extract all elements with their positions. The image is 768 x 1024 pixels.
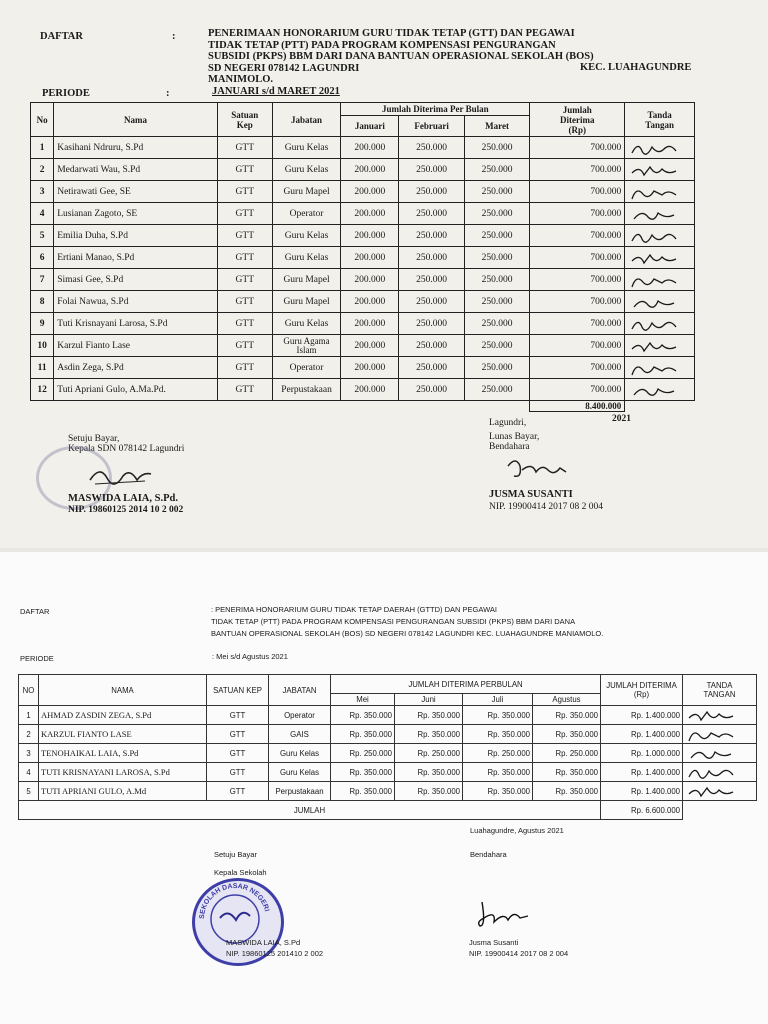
principal-nip: NIP. 19860125 2014 10 2 002 [68,505,184,515]
cell-nama: TUTI APRIANI GULO, A.Md [39,782,207,801]
signature-image [685,782,754,800]
cell-juli: Rp. 350.000 [463,725,533,744]
signature-cell [683,725,757,744]
cell-juni: Rp. 350.000 [395,782,463,801]
cell-satuan: GTT [217,291,272,313]
cell-agustus: Rp. 350.000 [533,725,601,744]
cell-januari: 200.000 [341,269,399,291]
signature-image [502,454,572,484]
treasurer-nip: NIP. 19900414 2017 08 2 004 [489,502,604,512]
signature-cell [625,335,695,357]
cell-juni: Rp. 250.000 [395,744,463,763]
cell-jabatan: GAIS [269,725,331,744]
table-row [31,181,695,203]
signature-cell [625,247,695,269]
signature-image [628,337,691,355]
cell-no: 3 [19,744,39,763]
cell-nama: Ertiani Manao, S.Pd [54,247,218,269]
table-row [19,763,757,782]
cell-jabatan: Guru Mapel [272,181,341,203]
cell-no: 10 [31,335,54,357]
cell-februari: 250.000 [399,247,464,269]
cell-satuan: GTT [217,137,272,159]
cell-nama: Folai Nawua, S.Pd [54,291,218,313]
approval-line: Setuju Bayar [214,850,257,859]
title-block [211,604,603,640]
title-line: TIDAK TETAP (PTT) PADA PROGRAM KOMPENSASI PENGURANGAN SUBSIDI (PKPS) BBM DARI DANA [211,617,576,626]
cell-februari: 250.000 [399,159,464,181]
table-row [31,335,695,357]
table-row [19,782,757,801]
cell-januari: 200.000 [341,203,399,225]
cell-agustus: Rp. 250.000 [533,744,601,763]
cell-jabatan: Operator [272,203,341,225]
cell-nama: TENOHAIKAL LAIA, S.Pd [39,744,207,763]
header-text: Satuan [231,109,259,120]
col-no-header: No [31,103,54,137]
cell-no: 8 [31,291,54,313]
cell-no: 4 [19,763,39,782]
approval-block-right [489,432,539,452]
cell-januari: 200.000 [341,181,399,203]
header-text: Tanda [647,109,672,120]
cell-januari: 200.000 [341,137,399,159]
cell-total: Rp. 1.400.000 [601,763,683,782]
table-row [19,706,757,725]
cell-januari: 200.000 [341,291,399,313]
header-text: (Rp) [568,124,587,135]
cell-februari: 250.000 [399,137,464,159]
approval-line: Bendahara [470,850,507,859]
title-line: MANIMOLO. [208,74,274,85]
cell-februari: 250.000 [399,357,464,379]
jumlah-label: JUMLAH [19,801,601,820]
daftar-label: DAFTAR [20,607,50,616]
col-nama-header: Nama [54,103,218,137]
cell-total: Rp. 1.400.000 [601,725,683,744]
cell-juli: Rp. 250.000 [463,744,533,763]
header-text: JUMLAH DITERIMA [606,681,677,690]
header-text: (Rp) [633,690,650,699]
col-juli-header: Juli [463,694,533,706]
col-group-header: JUMLAH DITERIMA PERBULAN [331,675,601,694]
signature-image [474,892,534,932]
cell-no: 11 [31,357,54,379]
cell-total: 700.000 [530,379,625,401]
cell-total: Rp. 1.400.000 [601,706,683,725]
cell-nama: TUTI KRISNAYANI LAROSA, S.Pd [39,763,207,782]
cell-januari: 200.000 [341,247,399,269]
cell-no: 5 [19,782,39,801]
cell-no: 9 [31,313,54,335]
col-februari-header: Februari [399,116,464,137]
signature-cell [625,357,695,379]
cell-total: 700.000 [530,247,625,269]
cell-januari: 200.000 [341,335,399,357]
cell-jabatan: Guru Kelas [269,763,331,782]
cell-satuan: GTT [217,203,272,225]
header-text: TANGAN [703,690,736,699]
table-row [31,203,695,225]
cell-maret: 250.000 [464,247,529,269]
cell-nama: Tuti Krisnayani Larosa, S.Pd [54,313,218,335]
grand-total: Rp. 6.600.000 [601,801,683,820]
cell-satuan: GTT [217,247,272,269]
header-text: Kep [236,119,253,130]
signature-image [628,271,691,289]
signature-cell [683,782,757,801]
treasurer-name: JUSMA SUSANTI [489,489,573,500]
col-maret-header: Maret [464,116,529,137]
cell-februari: 250.000 [399,313,464,335]
signature-cell [625,379,695,401]
cell-satuan: GTT [217,335,272,357]
signature-image [628,139,691,157]
signature-image [628,227,691,245]
cell-maret: 250.000 [464,225,529,247]
col-total-header [530,103,625,137]
table-row [31,269,695,291]
signature-image [628,183,691,201]
signature-cell [625,225,695,247]
treasurer-name: Jusma Susanti [469,938,519,947]
cell-total: 700.000 [530,203,625,225]
approval-line: Kepala Sekolah [214,868,267,877]
cell-mei: Rp. 350.000 [331,763,395,782]
signature-image [685,744,754,762]
cell-satuan: GTT [217,379,272,401]
place-label: Lagundri, [489,418,527,428]
signature-image [628,381,691,399]
empty-cell [683,801,757,820]
title-block [208,28,594,86]
principal-name: MASWIDA LAIA, S.Pd. [68,493,178,504]
cell-total: 700.000 [530,225,625,247]
col-group-header: Jumlah Diterima Per Bulan [341,103,530,116]
periode-colon: : [166,88,170,99]
cell-juli: Rp. 350.000 [463,782,533,801]
document-sheet-2 [0,552,768,1024]
col-mei-header: Mei [331,694,395,706]
cell-no: 6 [31,247,54,269]
approval-line: Bendahara [489,442,530,452]
cell-nama: Asdin Zega, S.Pd [54,357,218,379]
table-row [31,291,695,313]
daftar-colon: : [172,31,176,42]
header-text: TANDA [706,681,733,690]
signature-cell [683,744,757,763]
cell-satuan: GTT [207,763,269,782]
col-januari-header: Januari [341,116,399,137]
signature-cell [625,181,695,203]
cell-no: 7 [31,269,54,291]
cell-jabatan: Guru Mapel [272,291,341,313]
cell-total: 700.000 [530,313,625,335]
stamp-text: SEKOLAH DASAR NEGERI [198,883,271,920]
cell-jabatan: Guru Kelas [272,313,341,335]
cell-satuan: GTT [207,782,269,801]
signature-cell [625,203,695,225]
signature-cell [625,159,695,181]
cell-februari: 250.000 [399,379,464,401]
cell-januari: 200.000 [341,159,399,181]
title-line: TIDAK TETAP (PTT) PADA PROGRAM KOMPENSASI PENGURANGAN [208,39,556,51]
col-jabatan-header: JABATAN [269,675,331,706]
table-row [31,159,695,181]
col-agustus-header: Agustus [533,694,601,706]
cell-jabatan: Perpustakaan [269,782,331,801]
cell-satuan: GTT [207,706,269,725]
cell-februari: 250.000 [399,203,464,225]
cell-januari: 200.000 [341,379,399,401]
signature-cell [625,137,695,159]
cell-mei: Rp. 350.000 [331,706,395,725]
grand-total: 8.400.000 [530,401,625,412]
approval-line: Setuju Bayar, [68,434,120,444]
cell-no: 3 [31,181,54,203]
title-line: : PENERIMA HONORARIUM GURU TIDAK TETAP DAERAH (GTTD) DAN PEGAWAI [211,605,498,614]
cell-agustus: Rp. 350.000 [533,706,601,725]
cell-mei: Rp. 350.000 [331,725,395,744]
approval-line: Lunas Bayar, [489,432,540,442]
cell-total: 700.000 [530,357,625,379]
cell-no: 1 [31,137,54,159]
periode-value: JANUARI s/d MARET 2021 [212,86,340,97]
cell-agustus: Rp. 350.000 [533,782,601,801]
signature-cell [683,706,757,725]
cell-februari: 250.000 [399,225,464,247]
cell-mei: Rp. 250.000 [331,744,395,763]
cell-no: 2 [31,159,54,181]
signature-image [628,161,691,179]
cell-maret: 250.000 [464,291,529,313]
cell-maret: 250.000 [464,335,529,357]
cell-juni: Rp. 350.000 [395,725,463,744]
cell-satuan: GTT [217,269,272,291]
cell-juli: Rp. 350.000 [463,706,533,725]
cell-januari: 200.000 [341,225,399,247]
signature-cell [625,291,695,313]
periode-label: PERIODE [20,654,54,663]
table-row [31,225,695,247]
cell-jabatan: Guru Kelas [272,247,341,269]
cell-nama: Netirawati Gee, SE [54,181,218,203]
col-nama-header: NAMA [39,675,207,706]
col-tanda-header [625,103,695,137]
cell-jabatan: Operator [269,706,331,725]
signature-image [628,205,691,223]
signature-image [628,359,691,377]
header-text: Tangan [645,119,674,130]
honorarium-table-2 [18,674,757,820]
cell-juni: Rp. 350.000 [395,706,463,725]
signature-cell [625,269,695,291]
signature-image [85,460,155,490]
signature-image [628,293,691,311]
title-line: SUBSIDI (PKPS) BBM DARI DANA BANTUAN OPERASIONAL SEKOLAH (BOS) [208,51,594,62]
kecamatan-label: KEC. LUAHAGUNDRE [580,62,692,73]
cell-satuan: GTT [217,357,272,379]
cell-no: 2 [19,725,39,744]
cell-nama: Karzul Fianto Lase [54,335,218,357]
cell-maret: 250.000 [464,181,529,203]
year-label: 2021 [612,414,631,424]
cell-maret: 250.000 [464,379,529,401]
col-satuan-header [217,103,272,137]
cell-nama: Kasihani Ndruru, S.Pd [54,137,218,159]
table-row [31,247,695,269]
header-text: Diterima [560,114,595,125]
cell-februari: 250.000 [399,181,464,203]
honorarium-table-1 [30,102,695,412]
cell-jabatan: Perpustakaan [272,379,341,401]
empty-cell [625,401,695,412]
cell-maret: 250.000 [464,137,529,159]
cell-satuan: GTT [217,225,272,247]
cell-februari: 250.000 [399,335,464,357]
cell-mei: Rp. 350.000 [331,782,395,801]
cell-januari: 200.000 [341,313,399,335]
signature-cell [683,763,757,782]
cell-nama: AHMAD ZASDIN ZEGA, S.Pd [39,706,207,725]
col-tanda-header [683,675,757,706]
signature-image [685,763,754,781]
treasurer-nip: NIP. 19900414 2017 08 2 004 [469,949,569,958]
table-row [31,137,695,159]
signature-image [685,725,754,743]
cell-nama: Tuti Apriani Gulo, A.Ma.Pd. [54,379,218,401]
title-line: SD NEGERI 078142 LAGUNDRI [208,62,360,74]
cell-maret: 250.000 [464,313,529,335]
cell-total: 700.000 [530,137,625,159]
cell-no: 12 [31,379,54,401]
title-line: BANTUAN OPERASIONAL SEKOLAH (BOS) SD NEGERI 078142 LAGUNDRI KEC. LUAHAGUNDRE MANIAMOLO. [211,629,604,638]
cell-juli: Rp. 350.000 [463,763,533,782]
cell-total: 700.000 [530,159,625,181]
cell-jabatan: Guru Kelas [272,137,341,159]
cell-total: 700.000 [530,291,625,313]
cell-satuan: GTT [207,725,269,744]
col-juni-header: Juni [395,694,463,706]
cell-nama: KARZUL FIANTO LASE [39,725,207,744]
col-satuan-header: SATUAN KEP [207,675,269,706]
col-total-header [601,675,683,706]
table-body [19,706,757,801]
cell-total: Rp. 1.400.000 [601,782,683,801]
cell-total: 700.000 [530,335,625,357]
principal-nip: NIP. 19860125 201410 2 002 [226,949,324,958]
signature-image [685,706,754,724]
cell-jabatan: Guru Mapel [272,269,341,291]
cell-no: 1 [19,706,39,725]
cell-satuan: GTT [217,159,272,181]
svg-text:SEKOLAH DASAR NEGERI [199,883,270,919]
cell-februari: 250.000 [399,291,464,313]
approval-line: Kepala SDN 078142 Lagundri [68,444,185,454]
periode-value: : Mei s/d Agustus 2021 [212,652,288,661]
cell-maret: 250.000 [464,159,529,181]
col-jabatan-header: Jabatan [272,103,341,137]
cell-jabatan: Guru Kelas [272,159,341,181]
cell-nama: Simasi Gee, S.Pd [54,269,218,291]
cell-maret: 250.000 [464,357,529,379]
table-row [31,379,695,401]
cell-nama: Emilia Duha, S.Pd [54,225,218,247]
cell-februari: 250.000 [399,269,464,291]
empty-cell [31,401,530,412]
col-no-header: NO [19,675,39,706]
cell-no: 4 [31,203,54,225]
cell-no: 5 [31,225,54,247]
title-line: PENERIMAAN HONORARIUM GURU TIDAK TETAP (GTT) DAN PEGAWAI [208,28,575,39]
cell-satuan: GTT [217,181,272,203]
cell-jabatan: Guru Kelas [272,225,341,247]
table-body [31,137,695,401]
table-row [31,357,695,379]
table-row [19,725,757,744]
cell-maret: 250.000 [464,203,529,225]
place-date: Luahagundre, Agustus 2021 [470,826,564,835]
cell-nama: Medarwati Wau, S.Pd [54,159,218,181]
table-row [19,744,757,763]
cell-agustus: Rp. 350.000 [533,763,601,782]
cell-jabatan: Guru Kelas [269,744,331,763]
cell-maret: 250.000 [464,269,529,291]
cell-jabatan: Operator [272,357,341,379]
cell-nama: Lusianan Zagoto, SE [54,203,218,225]
table-row [31,313,695,335]
signature-image [628,249,691,267]
daftar-label: DAFTAR [40,31,83,42]
periode-label: PERIODE [42,88,90,99]
signature-cell [625,313,695,335]
cell-jabatan: Guru Agama Islam [272,335,341,357]
cell-juni: Rp. 350.000 [395,763,463,782]
cell-satuan: GTT [207,744,269,763]
signature-image [628,315,691,333]
cell-total: 700.000 [530,269,625,291]
cell-total: 700.000 [530,181,625,203]
cell-total: Rp. 1.000.000 [601,744,683,763]
principal-name: MASWIDA LAIA, S.Pd [226,938,301,947]
header-text: Jumlah [562,104,592,115]
cell-januari: 200.000 [341,357,399,379]
cell-satuan: GTT [217,313,272,335]
